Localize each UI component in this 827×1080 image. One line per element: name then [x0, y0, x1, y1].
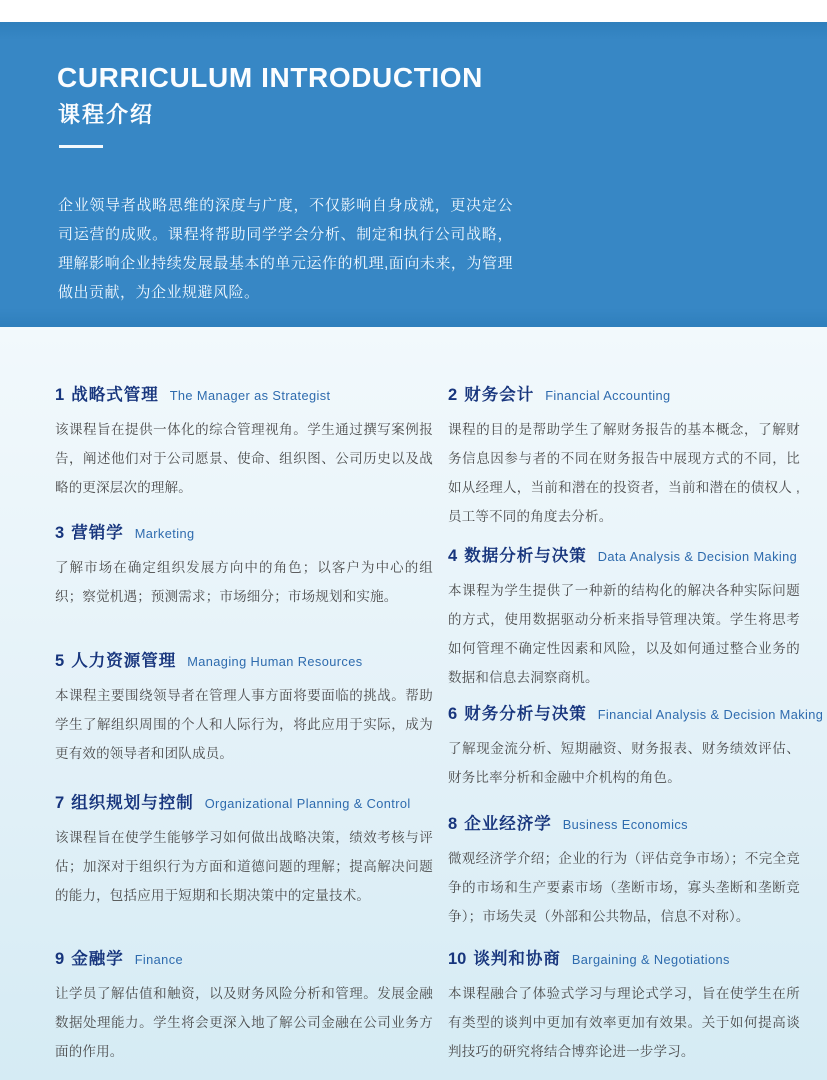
course-number: 10 [448, 950, 467, 968]
course-description: 让学员了解估值和触资，以及财务风险分析和管理。发展金融数据处理能力。学生将会更深入地了解公司金融在公司业务方面的作用。 [55, 986, 433, 1059]
course-number: 3 [55, 524, 65, 542]
course-title [448, 381, 800, 405]
course-item-10 [448, 945, 800, 1066]
page-title-en: CURRICULUM INTRODUCTION [57, 62, 483, 93]
course-description: 本课程融合了体验式学习与理论式学习，旨在使学生在所有类型的谈判中更加有效率更加有效果。关于如何提高谈判技巧的研究将结合博弈论进一步学习。 [448, 986, 800, 1059]
course-name-zh: 财务分析与决策 [464, 705, 587, 723]
course-name-zh: 营销学 [71, 524, 124, 542]
course-name-zh: 企业经济学 [464, 815, 552, 833]
course-item-4 [448, 542, 800, 692]
course-name-zh: 金融学 [71, 950, 124, 968]
course-item-6 [448, 700, 824, 792]
course-number: 9 [55, 950, 65, 968]
course-number: 6 [448, 705, 458, 723]
course-title [55, 789, 433, 813]
course-item-8 [448, 810, 800, 931]
course-item-1 [55, 381, 433, 502]
banner-content [0, 22, 827, 307]
course-description: 该课程旨在使学生能够学习如何做出战略决策，绩效考核与评估；加深对于组织行为方面和道德问题的理解；提高解决问题的能力，包括应用于短期和长期决策中的定量技术。 [55, 830, 433, 903]
course-description: 本课程为学生提供了一种新的结构化的解决各种实际问题的方式，使用数据驱动分析来指导管理决策。学生将思考如何管理不确定性因素和风险，以及如何通过整合业务的数据和信息去洞察商机。 [448, 583, 800, 685]
course-number: 7 [55, 794, 65, 812]
course-name-zh: 谈判和协商 [473, 950, 561, 968]
page-title-zh: 课程介绍 [58, 102, 155, 127]
course-name-en: Managing Human Resources [187, 654, 363, 669]
course-description: 课程的目的是帮助学生了解财务报告的基本概念，了解财务信息因参与者的不同在财务报告中展现方式的不同，比如从经理人，当前和潜在的投资者，当前和潜在的债权人 ,员工等不同的角度去分析。 [448, 422, 800, 524]
course-list [0, 327, 827, 1080]
course-name-en: Organizational Planning & Control [204, 796, 411, 811]
course-number: 1 [55, 386, 65, 404]
course-name-zh: 数据分析与决策 [464, 547, 587, 565]
course-title [55, 519, 433, 543]
course-title [55, 647, 433, 671]
course-number: 5 [55, 652, 65, 670]
course-name-en: Data Analysis & Decision Making [597, 549, 798, 564]
course-name-en: Financial Accounting [545, 388, 671, 403]
title-underline [59, 145, 103, 148]
course-title [448, 700, 824, 724]
course-number: 8 [448, 815, 458, 833]
intro-paragraph: 企业领导者战略思维的深度与广度，不仅影响自身成就，更决定公司运营的成败。课程将帮助同学学会分析、制定和执行公司战略，理解影响企业持续发展最基本的单元运作的机理,面向未来，为管理做出贡献，为企业规避风险。 [58, 197, 513, 301]
course-item-5 [55, 647, 433, 768]
course-description: 该课程旨在提供一体化的综合管理视角。学生通过撰写案例报告，阐述他们对于公司愿景、使命、组织图、公司历史以及战略的更深层次的理解。 [55, 422, 433, 495]
course-name-en: Financial Analysis & Decision Making [597, 707, 824, 722]
course-item-7 [55, 789, 433, 910]
course-item-3 [55, 519, 433, 611]
course-description: 微观经济学介绍；企业的行为（评估竞争市场）；不完全竞争的市场和生产要素市场（垄断市场，寡头垄断和垄断竞争）；市场失灵（外部和公共物品，信息不对称）。 [448, 851, 800, 924]
course-title [55, 381, 433, 405]
course-description: 了解现金流分析、短期融资、财务报表、财务绩效评估、财务比率分析和金融中介机构的角色。 [448, 741, 800, 785]
course-name-en: Marketing [134, 526, 195, 541]
course-item-2 [448, 381, 800, 531]
course-name-zh: 财务会计 [464, 386, 535, 404]
course-name-zh: 战略式管理 [71, 386, 159, 404]
course-description: 本课程主要围绕领导者在管理人事方面将要面临的挑战。帮助学生了解组织周围的个人和人际行为，将此应用于实际，成为更有效的领导者和团队成员。 [55, 688, 433, 761]
course-title [448, 542, 800, 566]
course-title [448, 810, 800, 834]
course-name-en: Business Economics [562, 817, 688, 832]
course-title [448, 945, 800, 969]
course-name-zh: 人力资源管理 [71, 652, 177, 670]
course-number: 2 [448, 386, 458, 404]
course-name-zh: 组织规划与控制 [71, 794, 194, 812]
banner [0, 22, 827, 327]
course-name-en: The Manager as Strategist [169, 388, 331, 403]
course-name-en: Bargaining & Negotiations [571, 952, 730, 967]
course-title [55, 945, 433, 969]
course-number: 4 [448, 547, 458, 565]
course-item-9 [55, 945, 433, 1066]
course-description: 了解市场在确定组织发展方向中的角色；以客户为中心的组织；察觉机遇；预测需求；市场细分；市场规划和实施。 [55, 560, 433, 604]
course-name-en: Finance [134, 952, 184, 967]
